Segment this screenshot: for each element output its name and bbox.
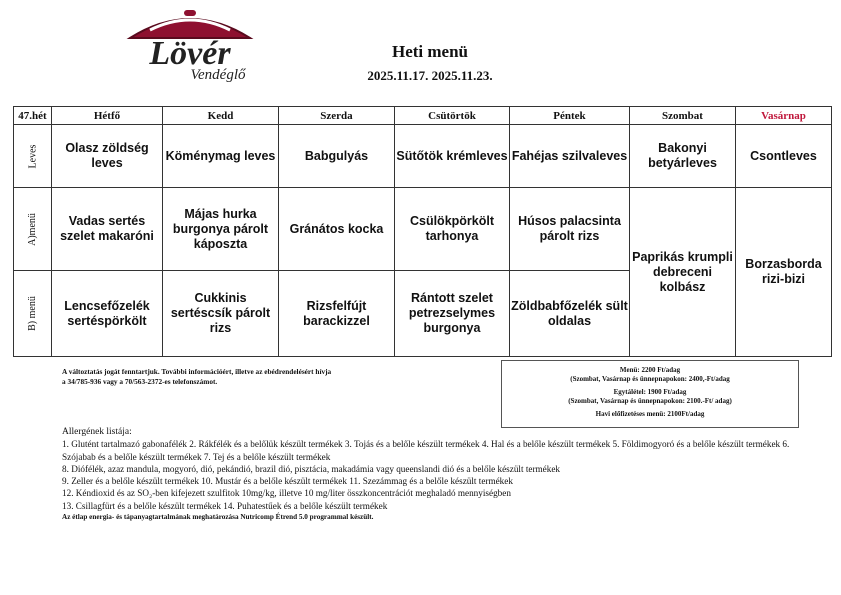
day-sunday: Vasárnap: [736, 107, 832, 125]
logo-subtext: Vendéglő: [190, 67, 246, 83]
dish-cell: Csontleves: [736, 125, 832, 188]
dish-cell: Cukkinis sertéscsík párolt rizs: [163, 271, 279, 357]
allergen-line: 1. Glutént tartalmazó gabonafélék 2. Rákfélék és a belőlük készült termékek 3. Tojás és a belőle készült termékek 4. Hal és a belőle készült termékek 5. Földimogyoró és a belőle készült termékek 6. Szójabab és a belőle készült termékek 7. Tej és a belőle készült termékek: [62, 439, 790, 462]
day-saturday: Szombat: [630, 107, 736, 125]
restaurant-logo: [100, 8, 280, 84]
dish-cell: Köménymag leves: [163, 125, 279, 188]
date-range: 2025.11.17. 2025.11.23.: [367, 68, 493, 83]
dish-cell: Vadas sertés szelet makaróni: [52, 188, 163, 271]
day-friday: Péntek: [510, 107, 630, 125]
dish-cell: Rántott szelet petrezselymes burgonya: [395, 271, 510, 357]
allergen-line: 8. Diófélék, azaz mandula, mogyoró, dió, pekándió, brazil dió, pisztácia, makadámia vagy queenslandi dió és a belőle készült termékek: [62, 463, 560, 474]
dish-cell: Bakonyi betyárleves: [630, 125, 736, 188]
day-monday: Hétfő: [52, 107, 163, 125]
allergen-list: [62, 426, 822, 522]
allergen-line: 13. Csillagfürt és a belőle készült termékek 14. Puhatestűek és a belőle készült termékek: [62, 500, 388, 511]
dish-cell: Májas hurka burgonya párolt káposzta: [163, 188, 279, 271]
dish-cell: Sütőtök krémleves: [395, 125, 510, 188]
row-label-menu-a: A)menü: [14, 188, 52, 271]
notice-line: a 34/785-936 vagy a 70/563-2372-es telefonszámot.: [62, 377, 218, 386]
allergen-line: 9. Zeller és a belőle készült termékek 10. Mustár és a belőle készült termékek 11. Szezámmag és a belőle készült termékek: [62, 476, 513, 487]
week-label: 47.hét: [14, 107, 52, 125]
weekly-menu-table: [13, 106, 832, 357]
day-tuesday: Kedd: [163, 107, 279, 125]
notice-line: A változtatás jogát fenntartjuk. További információért, illetve az ebédrendelésért hívja: [62, 367, 332, 376]
price-monthly: Havi előfizetéses menü: 2100Ft/adag: [595, 410, 705, 419]
dish-cell: Lencsefőzelék sertéspörkölt: [52, 271, 163, 357]
nutrition-footnote: Az étlap energia- és tápanyagtartalmának meghatározása Nutricomp Étrend 5.0 programmal készült.: [62, 513, 374, 522]
price-single: Egytálétel: 1900 Ft/adag: [613, 388, 687, 397]
contact-notice: [62, 367, 402, 387]
dish-cell: Zöldbabfőzelék sült oldalas: [510, 271, 630, 357]
dish-cell: Olasz zöldség leves: [52, 125, 163, 188]
page-title: Heti menü: [391, 42, 469, 61]
soup-row: [14, 125, 832, 188]
row-label-menu-b: B) menü: [14, 271, 52, 357]
dish-cell: Húsos palacsinta párolt rizs: [510, 188, 630, 271]
cloche-icon: [130, 10, 250, 38]
price-single-weekend: (Szombat, Vasárnap és ünnepnapokon: 2100.-Ft/ adag): [568, 396, 732, 405]
day-wednesday: Szerda: [279, 107, 395, 125]
day-thursday: Csütörtök: [395, 107, 510, 125]
dish-cell: Babgulyás: [279, 125, 395, 188]
menu-a-row: [14, 188, 832, 271]
dish-cell: Fahéjas szilvaleves: [510, 125, 630, 188]
dish-cell-sunday: Borzasborda rizi-bizi: [736, 188, 832, 357]
table-header-row: [14, 107, 832, 125]
price-menu: Menü: 2200 Ft/adag: [619, 366, 681, 374]
dish-cell-saturday: Paprikás krumpli debreceni kolbász: [630, 188, 736, 357]
dish-cell: Rizsfelfújt barackizzel: [279, 271, 395, 357]
allergen-line: 12. Kéndioxid és az SO₂-ben kifejezett szulfitok 10mg/kg, illetve 10 mg/liter összkoncentrációt meghaladó mennyiségben: [62, 488, 511, 499]
allergen-title: Allergének listája:: [62, 427, 132, 437]
price-box: [501, 360, 799, 428]
logo-text: Lövér: [149, 35, 231, 72]
row-label-soup: Leves: [14, 125, 52, 188]
dish-cell: Csülökpörkölt tarhonya: [395, 188, 510, 271]
dish-cell: Gránátos kocka: [279, 188, 395, 271]
price-menu-weekend: (Szombat, Vasárnap és ünnepnapokon: 2400,-Ft/adag: [570, 374, 730, 383]
